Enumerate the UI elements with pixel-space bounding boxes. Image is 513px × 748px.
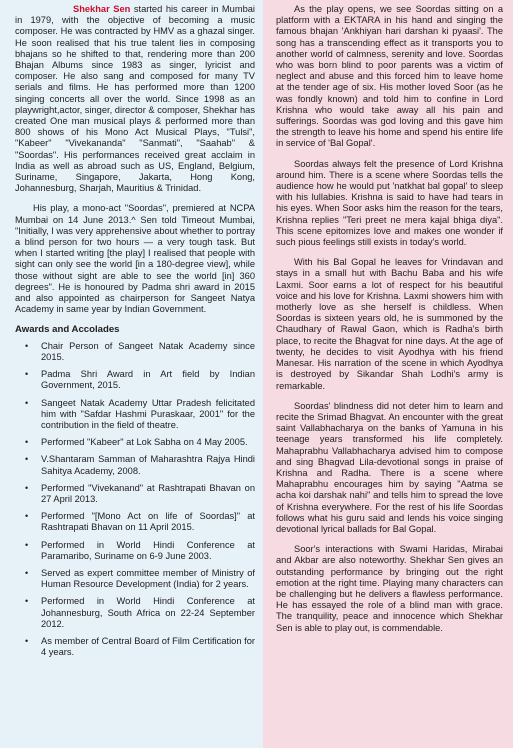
bullet-icon: • bbox=[25, 369, 29, 380]
award-item bbox=[15, 636, 255, 658]
award-item bbox=[15, 483, 255, 505]
award-text: V.Shantaram Samman of Maharashtra Rajya Hindi Sahitya Academy, 2008. bbox=[41, 454, 255, 476]
award-text: Performed "Vivekanand" at Rashtrapati Bhavan on 27 April 2013. bbox=[41, 482, 255, 504]
award-text: Performed in World Hindi Conference at Johannesburg, South Africa on 22-24 September 2012. bbox=[41, 596, 255, 629]
award-text: Chair Person of Sangeet Natak Academy since 2015. bbox=[41, 340, 255, 362]
awards-list bbox=[15, 341, 255, 659]
award-item bbox=[15, 437, 255, 448]
artist-name: Shekhar Sen bbox=[73, 4, 131, 14]
story-paragraph: Soor's interactions with Swami Haridas, Mirabai and Akbar are also noteworthy. Shekhar Sen gives an outstanding performance by bringing out the right emotion at the right time. Playing many characters can be challenging but he delivers a flawless performance. He has essayed the role of a blind man with grace. The tranquility, peace and innocence which Shekhar Sen is able to play out, is commendable. bbox=[276, 544, 503, 633]
bullet-icon: • bbox=[25, 340, 29, 351]
award-item bbox=[15, 596, 255, 630]
award-text: Served as expert committee member of Ministry of Human Resource Development (India) for 2 years. bbox=[41, 567, 255, 590]
right-column bbox=[263, 0, 513, 748]
bullet-icon: • bbox=[25, 397, 29, 408]
award-text: Performed "[Mono Act on life of Soordas]" at Rashtrapati Bhavan on 11 April 2015. bbox=[41, 511, 255, 533]
award-item bbox=[15, 369, 255, 391]
award-text: Sangeet Natak Academy Uttar Pradesh felicitated him with "Safdar Hashmi Puraskaar, 2001" for the contribution in the field of theatre. bbox=[41, 397, 255, 430]
story-paragraph: As the play opens, we see Soordas sitting on a platform with a EKTARA in his hand and singing the famous bhajan 'Ankhiyan hari darshan ki pyaasi'. The song has a transcending effect as it transports you to another world of calmness, serenity and love. Soordas who was born blind to poor parents was a victim of neglect and abuse and this forced him to leave home at the tender age of six. His mother loved Soor (as he was fondly known) and told him to confine in Lord Krishna who would take away all his pain and sufferings. Soordas was god loving and this gave him the strength to leave his home and spend his entire life in service of 'Bal Gopal'. bbox=[276, 4, 503, 149]
award-item bbox=[15, 341, 255, 363]
award-text: Performed in World Hindi Conference at Paramaribo, Suriname on 6-9 June 2003. bbox=[41, 539, 255, 561]
bullet-icon: • bbox=[25, 437, 29, 448]
bullet-icon: • bbox=[25, 567, 29, 578]
bullet-icon: • bbox=[25, 596, 29, 607]
award-text: Padma Shri Award in Art field by Indian Government, 2015. bbox=[41, 369, 255, 391]
story-paragraph: With his Bal Gopal he leaves for Vrindavan and stays in a small hut with Bachu Baba and his wife Laxmi. Soor earns a lot of respect for his beautiful voice and his love for Krishna. Laxmi showers him with motherly love as she herself is childless. When Soordas is sixteen years old, he is summoned by the Chaudhary of Rawal Gaon, which is Radha's birth place, to recite the Bhagvat for nine days. At the age of twenty, he decides to visit Ayodhya with his friend Manesar. His narration of the scene in which Ayodhya is destroyed by Sikandar Shah Lodhi's army is remarkable. bbox=[276, 257, 503, 391]
award-item bbox=[15, 454, 255, 476]
premiere-paragraph: His play, a mono-act "Soordas", premiered at NCPA Mumbai on 14 June 2013.^ Sen told Timeout Mumbai, "Initially, I was very apprehensive about whether to portray a blind person for two hours — a very tough task. But when I started writing [the play] I realised that people with sight can only see the world [in a 180-degree view], while those without sight are able to see the world [in] 360 degrees". He is honoured by Padma shri award in 2015 and also appointed as chairperson for Sangeet Natya Academy in same year by Indian Government. bbox=[15, 203, 255, 315]
awards-heading: Awards and Accolades bbox=[15, 324, 120, 336]
award-item bbox=[15, 568, 255, 590]
bullet-icon: • bbox=[25, 539, 29, 550]
bullet-icon: • bbox=[25, 482, 29, 493]
award-item bbox=[15, 540, 255, 562]
intro-paragraph bbox=[15, 4, 255, 194]
bullet-icon: • bbox=[25, 511, 29, 522]
award-text: Performed "Kabeer" at Lok Sabha on 4 May 2005. bbox=[41, 437, 248, 448]
bullet-icon: • bbox=[25, 454, 29, 465]
award-item bbox=[15, 511, 255, 533]
story-paragraph: Soordas always felt the presence of Lord Krishna around him. There is a scene where Soordas tells the audience how he would put 'natkhat bal gopal' to sleep with his lullabies. Krishna is said to have had tears in his eyes. When Soor asks him the reason for the tears, Krishna replies "Teri preet ne mera kajal bhiga diya". This scene epitomizes love and makes one wonder if such pious feelings still exists in today's world. bbox=[276, 158, 503, 248]
award-item bbox=[15, 398, 255, 432]
bullet-icon: • bbox=[25, 635, 29, 646]
story-paragraph: Soordas' blindness did not deter him to learn and recite the Srimad Bhagvat. An encounter with the great saint Vallabhacharya on the banks of Yamuna in his teenage years transformed his life completely. Mahaprabhu Vallabhacharya advised him to compose and sing Bhagvad Lila-devotional songs in praise of Krishna and Radha. There is a scene where Mahaprabhu encourages him by saying "Aatma se acha koi darshak nahi" and tells him to spread the love of Krishna everywhere. For the rest of his life Soordas follows what his guru said and lends his voice singing devotional lyrical ballads for Bal Gopal. bbox=[276, 400, 503, 534]
intro-text: started his career in Mumbai in 1979, with the objective of becoming a music composer. He was contracted by HMV as a ghazal singer. He soon realised that his true talent lies in composing bhajans so he shifted to that, rendering more than 200 Bhajan Albums since 1983 as singer, lyricist and composer. He also sang and composed for many TV serials and films. He has performed more than 1200 singing concerts all over the world. Since 1998 as an playwright,actor, singer, director & composer, Shekhar has created One man musical plays & performed more than 800 shows of his Mono Act Musical Plays, "Tulsi", "Kabeer" "Vivekananda" "Sanmati", "Saahab" & "Soordas". His performances received great acclaim in India as well as abroad such as US, England, Belgium, Suriname, Singapore, Jakarta, Hong Kong, Johannesburg, Sharjah, Mauritius & Trinidad. bbox=[15, 4, 256, 194]
award-text: As member of Central Board of Film Certification for 4 years. bbox=[41, 635, 255, 658]
